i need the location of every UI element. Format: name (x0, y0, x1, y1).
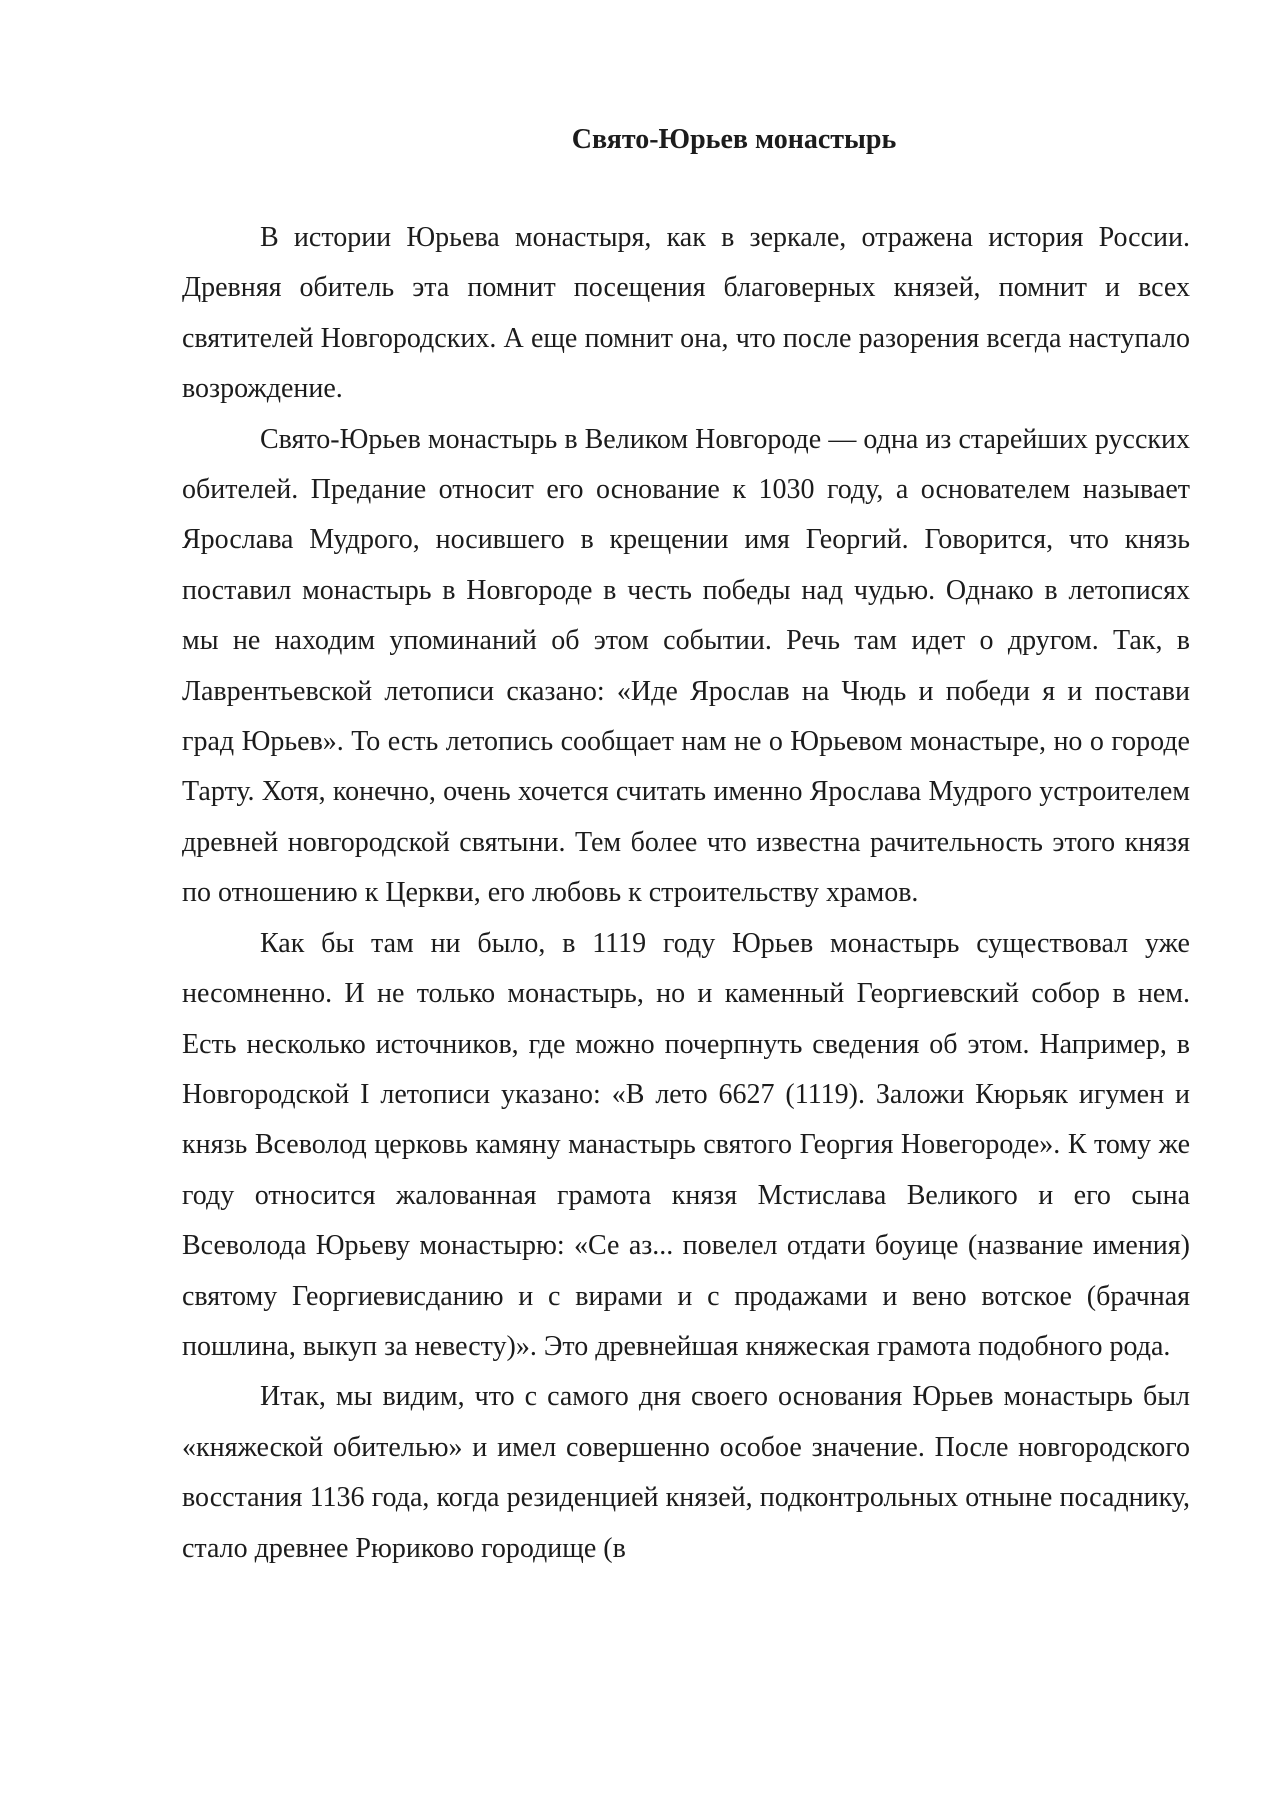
document-title: Свято-Юрьев монастырь (571, 124, 897, 155)
paragraph-3: Как бы там ни было, в 1119 году Юрьев монастырь существовал уже несомненно. И не только монастырь, но и каменный Георгиевский собор в нем. Есть несколько источников, где можно почерпнуть сведения об этом. Например, в Новгородской I летописи указано: «В лето 6627 (1119). Заложи Кюрьяк игумен и князь Всеволод церковь камяну манастырь святого Георгия Новегороде». К тому же году относится жалованная грамота князя Мстислава Великого и его сына Всеволода Юрьеву монастырю: «Се аз... повелел отдати боуице (название имения) святому Георгиевисданию и с вирами и с продажами и вено вотское (брачная пошлина, выкуп за невесту)». Это древнейшая княжеская грамота подобного рода. (182, 927, 1190, 1362)
paragraph-2: Свято-Юрьев монастырь в Великом Новгороде — одна из старейших русских обителей. Предание относит его основание к 1030 году, а основателем называет Ярослава Мудрого, носившего в крещении имя Георгий. Говорится, что князь поставил монастырь в Новгороде в честь победы над чудью. Однако в летописях мы не находим упоминаний об этом событии. Речь там идет о другом. Так, в Лаврентьевской летописи сказано: «Иде Ярослав на Чюдь и победи я и постави град Юрьев». То есть летопись сообщает нам не о Юрьевом монастыре, но о городе Тарту. Хотя, конечно, очень хочется считать именно Ярослава Мудрого устроителем древней новгородской святыни. Тем более что известна рачительность этого князя по отношению к Церкви, его любовь к строительству храмов. (182, 423, 1190, 909)
paragraph-4: Итак, мы видим, что с самого дня своего основания Юрьев монастырь был «княжеской обителью» и имел совершенно особое значение. После новгородского восстания 1136 года, когда резиденцией князей, подконтрольных отныне посаднику, стало древнее Рюриково городище (в (182, 1381, 1190, 1564)
paragraph-1: В истории Юрьева монастыря, как в зеркале, отражена история России. Древняя обитель эта помнит посещения благоверных князей, помнит и всех святителей Новгородских. А еще помнит она, что после разорения всегда наступало возрождение. (182, 222, 1190, 405)
document-body (182, 213, 1190, 1574)
